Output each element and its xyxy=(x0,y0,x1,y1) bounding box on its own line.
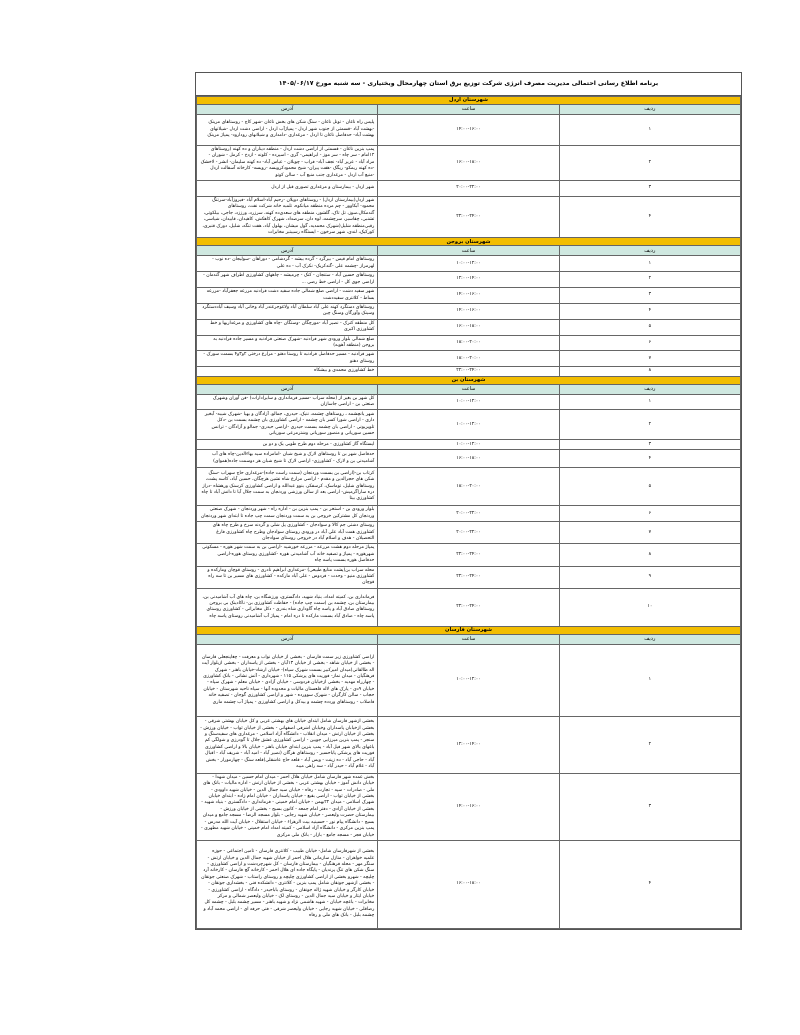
header-saat: ساعت xyxy=(378,384,559,394)
row-number: ۷ xyxy=(559,522,740,544)
row-time: ۲۰:۰۰-۲۲:۰۰ xyxy=(378,522,559,544)
row-time: ۱۸:۰۰-۲۰:۰۰ xyxy=(378,468,559,506)
row-address: پمپاژ مرحله دوم هشت مزرعه - مزرعه خورشید -اراضی بن به سمت شهر هوره - مسکونی شهرهوره - پمپاژ و تصفیه خانه آب آشامیدنی هوره -کشاورزی روستای هوره-اراضی حدفاصل هوره بسمت پاسه چاه xyxy=(197,544,378,566)
table-row xyxy=(197,716,741,773)
row-address: اراضی کشاورزی زیر سمت فارسان - بخشی از خیابان نواب و معرفت - چغاپنجعلی فارسان - بخشی از خیابان شاهد - بخشی از خیابان ۱۳آبان - بخشی از پاسداران - بخشی ازبلوار آیت اله طالقانی(میدان امیرکبیر بسمت شهرک سپاه)- خیابان ارشاد-خیابان باهنر - شهرک فرهنگیان - میدان نماز- فوریت های پزشکی ۱۱۵ - شهرداری - آتش نشانی - بانک کشاورزی - چهارراه مهدیه - بخشی ازخیابان فردوسی - خیابان آزادی - خیابان معلم - شهرک سپاه - خیابان ۹دی - پارک های لاله قلعستان مالیات و محدوده آنها - سپاه ناحیه شهرستان - خیابان حجاب - سالن کارگران - شهرک سوورده - شهر و اراضی کشاورزی گوجان - تصفیه خانه فاضلاب - روستاهای وردده چشمه و بیدکل و اراضی کشاورزی - پمپاژ آب چشمه ماری xyxy=(197,644,378,716)
row-time: ۲۲:۰۰-۲۴:۰۰ xyxy=(378,566,559,588)
row-address: فرمانداری بن، کمیته امداد، بنیاد شهید، دادگستری، ورزشگاه بن، چاه های آب آشامیدنی بن، بیمارستان بن، چشمه بن (سمت چپ جاده) - حفاظت کشاورزی بن- ناکادینک بی بروجن روستاهای صادق آباد و پاسه چاه گاوداری شاه بندری - دکل مخابراتی - کشاورزی روستای پاسه چاه - صادق آباد بسمت مارکده تا دره امام - پمپاژ آب آشامیدنی روستای پاسه چاه xyxy=(197,588,378,626)
section-header xyxy=(197,97,741,105)
row-address: ایستگاه گاز کشاورزی - مرحله دوم طرح طوبی یک و دو بن xyxy=(197,440,378,450)
table-row xyxy=(197,566,741,588)
row-time: ۱۰:۰۰-۱۲:۰۰ xyxy=(378,644,559,716)
row-address: پلیس راه ناغان - تونل ناغان - سنگ شکن های بخش ناغان -شهر کاج - روستاهای مرینک -بهشت آباد -قسمتی از جنوب شهر اردل - پمپاژآب اردل - اراضی دشت اردل -شیلانهای بهشت آباد- حدفاصل ناغان تا اردل - مرغداری -دامداری و شیلانهای رودارود- پمپاژ مرینک xyxy=(197,115,378,146)
row-time: ۱۸:۰۰-۲۰:۰۰ xyxy=(378,351,559,367)
table-row xyxy=(197,544,741,566)
column-headers xyxy=(197,384,741,394)
table-row xyxy=(197,440,741,450)
row-number: ۲ xyxy=(559,716,740,773)
header-radif: ردیف xyxy=(559,384,740,394)
table-row xyxy=(197,303,741,319)
row-address: شهر فرادنبه - مسیر حدفاصل فرادنبه تا روستا دهنو - مزارع درختی ۲و۳و۴ بسمت سورک - روستای دهنو xyxy=(197,351,378,367)
row-number: ۱ xyxy=(559,644,740,716)
table-row xyxy=(197,410,741,440)
table-row xyxy=(197,468,741,506)
row-time: ۱۲:۰۰-۱۴:۰۰ xyxy=(378,716,559,773)
city-name: شهرستان بن xyxy=(197,376,741,384)
row-number: ۸ xyxy=(559,544,740,566)
row-number: ۴ xyxy=(559,197,740,238)
table-row xyxy=(197,351,741,367)
row-number: ۱ xyxy=(559,115,740,146)
row-time: ۱۰:۰۰-۱۲:۰۰ xyxy=(378,440,559,450)
header-adres: آدرس xyxy=(197,384,378,394)
row-address: روستاهای دستگرد کهنه علی آباد سلطان آباد ولاغوجرغندر آباد وخانی آباد وسیف آباددستگرد وسینک وآورگان وسنگ چین xyxy=(197,303,378,319)
row-time: ۱۰:۰۰-۱۲:۰۰ xyxy=(378,394,559,410)
row-time: ۱۴:۰۰-۱۶:۰۰ xyxy=(378,288,559,304)
row-time: ۲۲:۰۰-۲۴:۰۰ xyxy=(378,544,559,566)
section-header xyxy=(197,626,741,634)
row-time: ۱۸:۰۰-۲۰:۰۰ xyxy=(378,335,559,351)
row-address: شهر اردل(بیمارستان اردل) - روستاهای دوپلان -رحیم آباد-اسلام آباد -فیروزآباد-سرتنگ محمود- آبکاوور - چم مرده منطقه میانکوه، تلمبه خانه شرکت نفت، روستاهای گندمکال،سوز، تل تاک، گلشور، منطقه های سعدی‌ده کهنه، سرزرد، ورززد، جاجی، بیلکوتی، تشنبی، چقاسبز، سرچشمه، لوه دان، سرصداد، شهرک کاهکش، کاهیدان، قابیدان، شیاسی، رقبی‌منطقه شلیل(شهرک محمدیه، گول میشان، بهلول آباد، هفت تنگه، شلیل، دورک قنبری، کورکیک، لندی، شهر سرخون - ایستگاه رسیبتبر مخابرات xyxy=(197,197,378,238)
section-header xyxy=(197,376,741,384)
column-headers xyxy=(197,634,741,644)
row-address: روستای دشتی جم کالا و سوادجان - کشاورزی پل شلی و گردنه سرخ و طرح چاه های کشاورزی همت آباد علی آباد در ورودی روستای سوادجان وطرح چاه کشاورزی فارغ التحصیلان - هدف و اسلام آباد در خروجی روستای سوادجان xyxy=(197,522,378,544)
column-headers xyxy=(197,246,741,256)
row-time: ۱۲:۰۰-۱۴:۰۰ xyxy=(378,272,559,288)
row-address: بلوار ورودی بن - استخر بن - پمپ بنزین بن - اداره راه - شهر وردنجان - شهرک صنعتی وردنجان کل مشترکین خروجی بن به سمت وردنجان سمت چپ جاده تا ابتدای شهر وردنجان xyxy=(197,506,378,522)
row-time: ۱۶:۰۰-۱۸:۰۰ xyxy=(378,450,559,468)
row-address: بخشی ازشهر فارسان شامل ابتدای خیابان های بهشتی غربی و کل خیابان بهشتی شرقی - بخشی ازخیابان پاسداران وخیابان اشرفی اصفهانی - بخشی از خیابان ثواب - خیابان ورزش - بخشی از خیابان ارتش - میدان انقلاب - دانشگاه آزاد اسلامی - مرغداری های سفیدسنگ و سنجر - پمپ بنزین میرزایی جویین - اراضی کشاورزی عشق جلال تا گودرزی و شولگی کم باغهای بالای شهر فیل آباد - پمپ بنزین ابتدای خیابان باهنر - خیابان بالا و اراضی کشاورزی فوریت های پزشکی پاباحسیر - روستاهای هرگان (نصیر آباد - امید آباد - شریف آباد - اقبال آباد - حاجی آباد - ده زینت - ویس آباد - قلعه حاج عاشقلی(قلعه سنگ - چهارمورار - بخش آباد - غلام آباد - حیدر آباد - سه راهی میبه xyxy=(197,716,378,773)
table-row xyxy=(197,773,741,840)
row-number: ۹ xyxy=(559,566,740,588)
row-address: بخش عمده شهر فارسان شامل خیابان هلال احمر - میدان امام حسین - میدان شهدا - خیابان دانش آموز - خیابان بهشتی غربی - بخشی از خیابان ارتش - اداره مالیات - بانک های ملی - صادرات - سپه - تجارت - رفاه - خیابان سید جمال الدین - خیابان شهید داوودی - بخشی از خیابان ثواب - اراضی بقیع - خیابان پاسداران - خیابان امام زاده - ابتدای خیابان شهرک اسلامی - میدان ۲۲بهمن - خیابان امام خمینی - فرمانداری - دادگستری - بنیاد شهید - بخشی از خیابان آزادی - دفتر امام جمعه - کانون بسیج - بخشی از خیابان ورزش - بیمارستان حضرت ولیعصر - خیابان شهید رجایی - بلوار مسجد الرضا - مسجد جامع و میدان بسیج - دانشگاه پیام نور - حسینیه بیت الزهراء - خیابان استقلال - خیابان آیت الله مدرس - پمپ بنزین مرکزی - دانشگاه آزاد اسلامی - کمیته امداد امام خمینی - خیابان شهید مطهری - خیابان فجر - مسجد جامع - بازار - بانک ملی مرکزی xyxy=(197,773,378,840)
row-number: ۸ xyxy=(559,367,740,376)
city-name: شهرستان اردل xyxy=(197,97,741,105)
row-number: ۴ xyxy=(559,840,740,928)
row-number: ۲ xyxy=(559,146,740,181)
row-address: شهر اردل - بیمارستان و مرغداری تصوری قبل از اردل xyxy=(197,181,378,197)
row-number: ۳ xyxy=(559,181,740,197)
table-row xyxy=(197,197,741,238)
row-number: ۴ xyxy=(559,450,740,468)
row-time: ۱۴:۰۰-۱۶:۰۰ xyxy=(378,303,559,319)
row-address: شهر یانچشمه ، روستاهای چشمه، ننیک، حیدری، جمالو، آزادگان و بهیا -شهرک شیبه- آبخیز داری - اراضی شورا کسر بان چشمه - اراضی کشاورزی بان چشمه بسمت بن -دکل تلویزیونی - اراضی بان چشمه بسمت حیدری -اراضی حیدری- جمالو و آزادگان - ترانس حسین سوریانی و منصور سوریانی وشترمرعی سوریانی xyxy=(197,410,378,440)
row-address: روستاهای امام قیس - بیزگرد - گرده بیشه - گردشامی - دوراهان -سولیجان -ده نوب - لهرمراز -چشمه علی -گندکریک- نکرک آب - ده علی xyxy=(197,256,378,272)
table-row xyxy=(197,146,741,181)
row-number: ۳ xyxy=(559,773,740,840)
header-radif: ردیف xyxy=(559,105,740,115)
row-address: کل شهر بن بغیر از (محله سراب -مسیر فرمانداری و سایرادارات) -فن آوران وشهرک صنعتی بن - اراضی جاسازان xyxy=(197,394,378,410)
row-time: ۱۶:۰۰-۱۸:۰۰ xyxy=(378,840,559,928)
row-address: کل منطقه کنرک - نصیر آباد -مورچگان -وستگان -چاه های کشاورزی و مرغداریها و خط کشاورزی اکبری xyxy=(197,319,378,335)
row-time: ۲۰:۰۰-۲۲:۰۰ xyxy=(378,181,559,197)
row-number: ۲ xyxy=(559,410,740,440)
row-number: ۱ xyxy=(559,394,740,410)
table-row xyxy=(197,394,741,410)
row-number: ۵ xyxy=(559,319,740,335)
page-title: برنامه اطلاع رسانی احتمالی مدیریت مصرف انرژی شرکت توزیع برق استان چهارمحال وبختیاری - سه شنبه مورخ ۱۴۰۵/۰۶/۱۷ xyxy=(196,73,741,96)
table-row xyxy=(197,256,741,272)
table-row xyxy=(197,367,741,376)
row-number: ۱ xyxy=(559,256,740,272)
row-address: حدفاصل شهر بن تا روستاهای لارک و شیخ شبان -امامزاده سید بهاءالدین-چاه های آب آشامیدنی بن و لارک - کشاورزی- اراضی لارک تا شیخ شبان هر دوسمت جاده(هموای) xyxy=(197,450,378,468)
row-time: ۱۰:۰۰-۱۲:۰۰ xyxy=(378,256,559,272)
header-adres: آدرس xyxy=(197,246,378,256)
table-row xyxy=(197,272,741,288)
city-name: شهرستان فارسان xyxy=(197,626,741,634)
row-address: خط کشاورزی محمدی و بیشکاه xyxy=(197,367,378,376)
row-address: محله سراب بن(پشت منابع طبیعی) -مرغداری ابراهیم نادری - روستای قوچان ومارکده و کشاورزی منیو - وحدت - فردوس - علی آباد مارکده - کشاورزی های مسیر بن تا سه راه قوچان xyxy=(197,566,378,588)
table-row xyxy=(197,288,741,304)
header-saat: ساعت xyxy=(378,634,559,644)
row-time: ۲۰:۰۰-۲۲:۰۰ xyxy=(378,506,559,522)
table-row xyxy=(197,506,741,522)
row-time: ۱۰:۰۰-۱۲:۰۰ xyxy=(378,410,559,440)
row-time: ۲۲:۰۰-۲۴:۰۰ xyxy=(378,588,559,626)
table-row xyxy=(197,450,741,468)
table-row xyxy=(197,115,741,146)
row-time: ۱۴:۰۰-۱۶:۰۰ xyxy=(378,773,559,840)
table-row xyxy=(197,335,741,351)
row-number: ۴ xyxy=(559,303,740,319)
table-row xyxy=(197,522,741,544)
table-row xyxy=(197,644,741,716)
row-address: ضلع شمالی بلوار ورودی شهر فرادنبه -شهرک صنعتی فرادنبه و مسیر جاده فرادنبه به بروجن (منطقه آهوبه) xyxy=(197,335,378,351)
row-number: ۶ xyxy=(559,335,740,351)
table-row xyxy=(197,588,741,626)
city-name: شهرستان بروجن xyxy=(197,238,741,246)
row-number: ۳ xyxy=(559,440,740,450)
row-number: ۶ xyxy=(559,506,740,522)
schedule-table xyxy=(196,96,741,929)
header-adres: آدرس xyxy=(197,634,378,644)
table-row xyxy=(197,840,741,928)
row-address: کرتاب بن-(اراضی بن بسمت وردنجان (سمت راست جاده)-مرغداری حاج سهراب -سنگ شکن های حجرالدین و مقدم - اراضی مزارع شاه نشین هرچگان، حسین آباد، کاسه پشت، روستاهای شلیل، توماسک، کرسفکر، بنوو عبدالله و اراضی کشاورزی کرسنک ورهشاه -دراز دره ساراگرمیش- اراضی بعد از سالن ورزشی وردنجان به سمت جلال آبا تا دانش آباد تا چاه کشاورزی بیتا xyxy=(197,468,378,506)
header-radif: ردیف xyxy=(559,634,740,644)
row-address: بخشی از شهرفارسان شامل- خیابان طبیب - کلانتری فارسان - تامین اجتماعی - حوزه علمیه خواهران - منازل سازمانی هلال احمر از خیابان شهید جمال الدین و خیابان ارتش - سنگر مهر - محله فرهنگیان - بیمارستان فارسان - کل شهرچردشت و اراضی کشاورزی - سنگ شکن های تنگ پرندیان - پایگاه جاده ای هلال احمر - کارخانه گچ فارسان - کارخانه آرد چلیچه - شهرو بخشی از اراضی کشاورزی چلیچه و روستای راستاب - شهرک صنعتی جونقان - بخشی ازشهر جونقان شامل پمپ بنزین - کلانتری - دانشکده فنی - بخشداری جونقان - خیابان کارگر و خیابان شهید ژاله جونقان - روستای باباحیدر - دادگاه - اراضی کشاورزی - خیابان ایثار و خیابان سید جمال الدین - روستای لک - خیابان ولیعصر شمالی و مرکز مخابرات - باغچه خیابان - شهید هاشمی نژاد و شهید باهنر - مسیر چشمه بلبل - چشمه کل رضاقلی - خیابان شهید رجایی - خیابان ولیعصر شرقی - فنی حرفه ای - اراضی محمد آباد و چشمه بلبل - بانک های ملی و رفاه xyxy=(197,840,378,928)
row-address: پمپ بنزین ناغان - قسمتی از اراضی دشت اردل - منطقه دیناران و ده کهنه (روستاهای ۱۲امام - سر چاه - سر موز - ابراهیمی- گری - اسپرده - کلونه - ازدخ - کرمل - شوران - مراد آباد - عزیز آباد- نجف آباد- فراب - چوبلان - عباس آباد- ده کهنه سلیمان- انشر - لاخشک -ده کهنه ریمکو- ریگک -هفت پیران- شیخ محمودکرویسه -رویسه- کارخانه آسفالت اردل -منبع آب اردل - مرغداری جنب منبع آب - سالن کوتو xyxy=(197,146,378,181)
header-saat: ساعت xyxy=(378,246,559,256)
row-time: ۱۴:۰۰-۱۶:۰۰ xyxy=(378,115,559,146)
row-time: ۲۲:۰۰-۲۴:۰۰ xyxy=(378,367,559,376)
table-row xyxy=(197,319,741,335)
row-number: ۵ xyxy=(559,468,740,506)
row-number: ۱۰ xyxy=(559,588,740,626)
row-time: ۱۶:۰۰-۱۸:۰۰ xyxy=(378,319,559,335)
header-saat: ساعت xyxy=(378,105,559,115)
table-row xyxy=(197,181,741,197)
row-time: ۲۲:۰۰-۲۴:۰۰ xyxy=(378,197,559,238)
row-number: ۳ xyxy=(559,288,740,304)
schedule-sheet xyxy=(195,72,742,930)
row-address: شهر سفید دشت - اراضی ضلع شمالی جاده سفید دشت فرادنبه مزرعه جعفرآباد -مزرعه بساط - کلانتری سفیددشت xyxy=(197,288,378,304)
header-radif: ردیف xyxy=(559,246,740,256)
row-time: ۱۶:۰۰-۱۸:۰۰ xyxy=(378,146,559,181)
section-header xyxy=(197,238,741,246)
column-headers xyxy=(197,105,741,115)
header-adres: آدرس xyxy=(197,105,378,115)
row-number: ۷ xyxy=(559,351,740,367)
row-address: روستاهای حسین آباد - ستنجان - کنک - چرمیشه - چاههای کشاورزی اطراف شهر گندمان - اراضی جوی کل - اراضی خط رضی ... xyxy=(197,272,378,288)
row-number: ۲ xyxy=(559,272,740,288)
